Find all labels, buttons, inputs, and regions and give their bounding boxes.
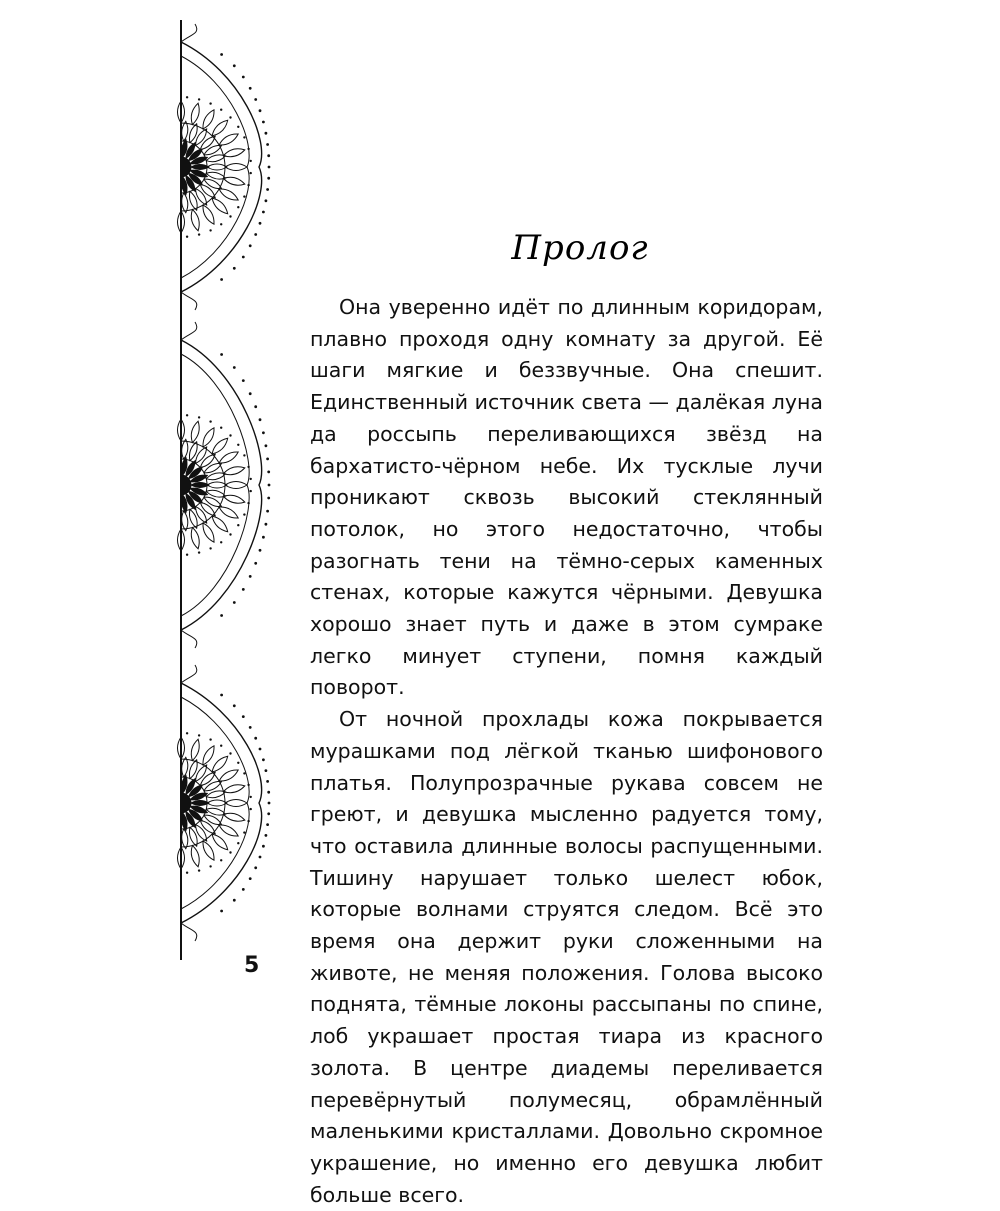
mandala-lines: [178, 24, 271, 310]
mandala-ornament-bottom: [181, 668, 281, 938]
body-text: [310, 292, 823, 1211]
chapter-title: Пролог: [511, 228, 649, 268]
page-number: 5: [244, 953, 260, 978]
mandala-lines: [178, 322, 271, 648]
paragraph-1: Она уверенно идёт по длинным коридорам, плавно проходя одну комнату за другой. Её шаги мягкие и беззвучные. Она спешит. Единственный источник света — далёкая луна да россыпь переливающихся звёзд на бархатисто-чёрном небе. Их тусклые лучи проникают сквозь высокий стеклянный потолок, но этого недостаточно, чтобы разогнать тени на тёмно-серых каменных стенах, которые кажутся чёрными. Девушка хорошо знает путь и даже в этом сумраке легко минует ступени, помня каждый поворот.: [310, 295, 823, 700]
mandala-lines: [178, 665, 271, 941]
mandala-ornament-top: [181, 22, 281, 312]
paragraph-2: От ночной прохлады кожа покрывается мурашками под лёгкой тканью шифонового платья. Полупрозрачные рукава совсем не греют, и девушка мысленно радуется тому, что оставила длинные волосы распущенными. Тишину нарушает только шелест юбок, которые волнами струятся следом. Всё это время она держит руки сложенными на животе, не меняя положения. Голова высоко поднята, тёмные локоны рассыпаны по спине, лоб украшает простая тиара из красного золота. В центре диадемы переливается перевёрнутый полумесяц, обрамлённый маленькими кристаллами. Довольно скромное украшение, но именно его девушка любит больше всего.: [310, 707, 823, 1207]
mandala-ornament-middle: [181, 320, 281, 650]
